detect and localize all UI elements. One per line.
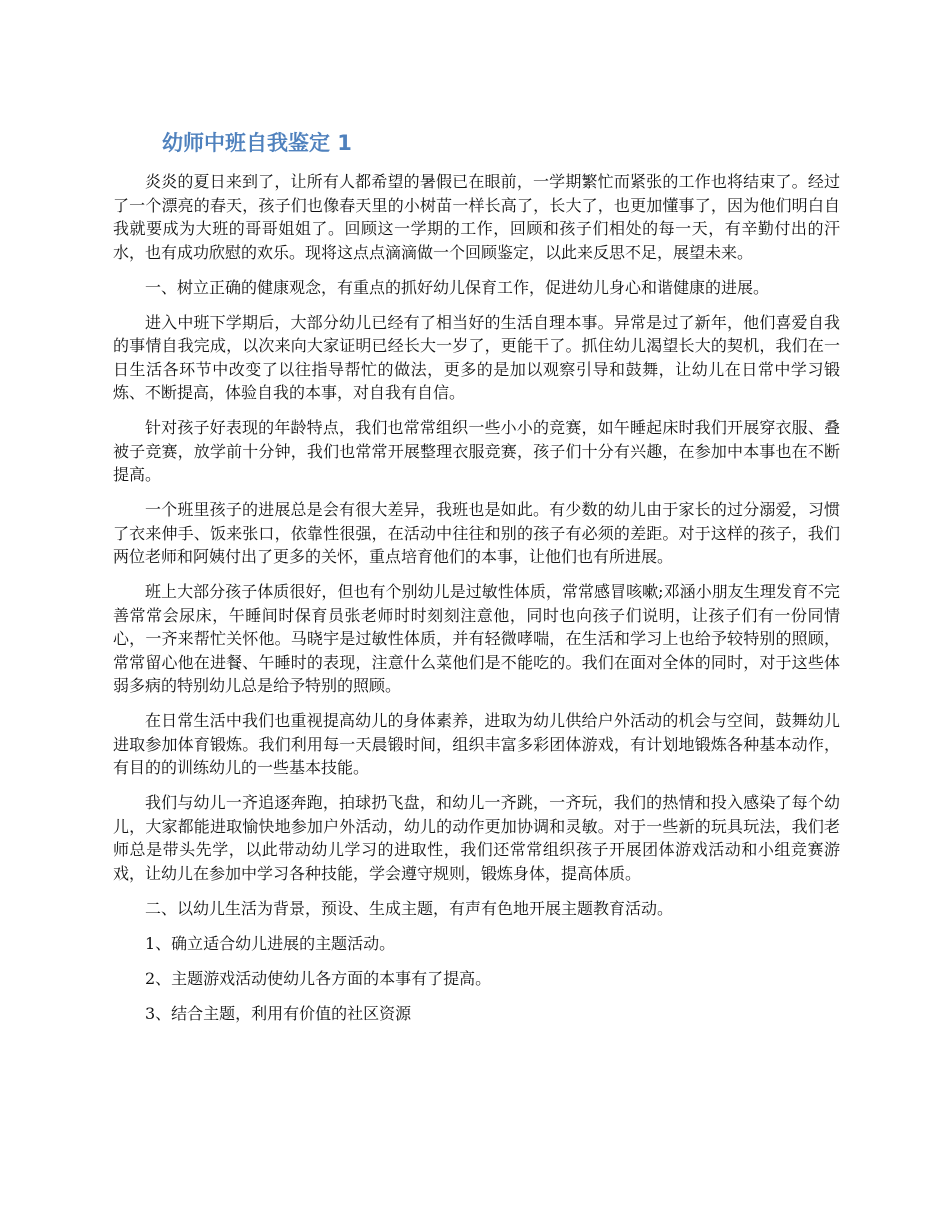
paragraph-special-care: 班上大部分孩子体质很好，但也有个别幼儿是过敏性体质，常常感冒咳嗽;邓涵小朋友生理发育不完善常常会尿床，午睡间时保育员张老师时时刻刻注意他，同时也向孩子们说明，让孩子们有一份同情心，一齐来帮忙关怀他。马晓宇是过敏性体质，并有轻微哮喘，在生活和学习上也给予较特别的照顾，常常留心他在进餐、午睡时的表现，注意什么菜他们是不能吃的。我们在面对全体的同时，对于这些体弱多病的特别幼儿总是给予特别的照顾。: [113, 582, 840, 695]
list-item-2: 2、主题游戏活动使幼儿各方面的本事有了提高。: [145, 968, 492, 988]
list-item-3: 3、结合主题，利用有价值的社区资源: [145, 1003, 412, 1023]
paragraph-differences: 一个班里孩子的进展总是会有很大差异，我班也是如此。有少数的幼儿由于家长的过分溺爱，习惯了衣来伸手、饭来张口，依靠性很强，在活动中往往和别的孩子有必须的差距。对于这样的孩子，我们两位老师和阿姨付出了更多的关怀，重点培育他们的本事，让他们也有所进展。: [113, 500, 840, 566]
document-body: [113, 170, 840, 1037]
paragraph-self-care: 进入中班下学期后，大部分幼儿已经有了相当好的生活自理本事。异常是过了新年，他们喜爱自我的事情自我完成，以次来向大家证明已经长大一岁了，更能干了。抓住幼儿渴望长大的契机，我们在一日生活各环节中改变了以往指导帮忙的做法，更多的是加以观察引导和鼓舞，让幼儿在日常中学习锻炼、不断提高，体验自我的本事，对自我有自信。: [113, 312, 840, 402]
paragraph-section-one-heading: 一、树立正确的健康观念，有重点的抓好幼儿保育工作，促进幼儿身心和谐健康的进展。: [145, 277, 770, 297]
paragraph-outdoor-play: 我们与幼儿一齐追逐奔跑，拍球扔飞盘，和幼儿一齐跳，一齐玩，我们的热情和投入感染了每个幼儿，大家都能进取愉快地参加户外活动，幼儿的动作更加协调和灵敏。对于一些新的玩具玩法，我们老师总是带头先学，以此带动幼儿学习的进取性，我们还常常组织孩子开展团体游戏活动和小组竞赛游戏，让幼儿在参加中学习各种技能，学会遵守规则，锻炼身体，提高体质。: [113, 793, 840, 883]
paragraph-physical-fitness: 在日常生活中我们也重视提高幼儿的身体素养，进取为幼儿供给户外活动的机会与空间，鼓舞幼儿进取参加体育锻炼。我们利用每一天晨锻时间，组织丰富多彩团体游戏，有计划地锻炼各种基本动作，有目的的训练幼儿的一些基本技能。: [113, 711, 840, 777]
paragraph-intro: 炎炎的夏日来到了，让所有人都希望的暑假已在眼前，一学期繁忙而紧张的工作也将结束了。经过了一个漂亮的春天，孩子们也像春天里的小树苗一样长高了，长大了，也更加懂事了，因为他们明白自我就要成为大班的哥哥姐姐了。回顾这一学期的工作，回顾和孩子们相处的每一天，有辛勤付出的汗水，也有成功欣慰的欢乐。现将这点点滴滴做一个回顾鉴定，以此来反思不足，展望未来。: [113, 172, 840, 262]
paragraph-section-two-heading: 二、以幼儿生活为背景，预设、生成主题，有声有色地开展主题教育活动。: [145, 898, 674, 918]
paragraph-competitions: 针对孩子好表现的年龄特点，我们也常常组织一些小小的竞赛，如午睡起床时我们开展穿衣服、叠被子竞赛，放学前十分钟，我们也常常开展整理衣服竞赛，孩子们十分有兴趣，在参加中本事也在不断提高。: [113, 418, 840, 484]
document-title: 幼师中班自我鉴定 1: [162, 131, 352, 155]
list-item-1: 1、确立适合幼儿进展的主题活动。: [145, 933, 396, 953]
